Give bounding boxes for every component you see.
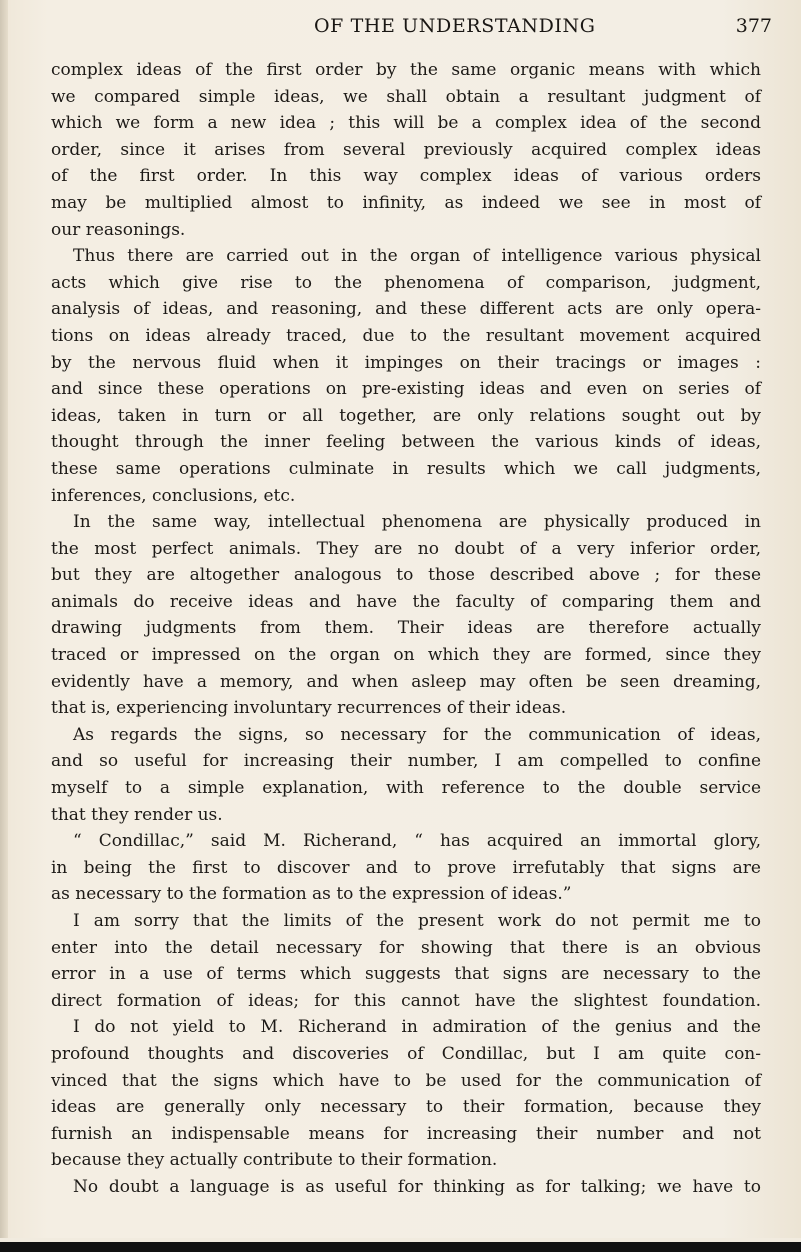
text-line: I am sorry that the limits of the present work do not permit me to bbox=[73, 911, 761, 931]
text-line: which we form a new idea ; this will be a complex idea of the second bbox=[51, 113, 761, 134]
text-line: these same operations culminate in results which we call judgments, bbox=[51, 458, 761, 479]
text-line: As regards the signs, so necessary for the communication of ideas, bbox=[73, 724, 761, 745]
page-number: 377 bbox=[735, 15, 772, 37]
page-gutter-edge bbox=[0, 0, 8, 1252]
text-line: ideas are generally only necessary to their formation, because they bbox=[51, 1097, 761, 1118]
text-line: but they are altogether analogous to those described above ; for these bbox=[51, 565, 761, 586]
text-line: and so useful for increasing their number, I am compelled to confine bbox=[51, 751, 761, 772]
text-line: we compared simple ideas, we shall obtain a resultant judgment of bbox=[51, 86, 761, 107]
text-line: direct formation of ideas; for this cannot have the slightest foundation. bbox=[51, 990, 761, 1011]
text-line: acts which give rise to the phenomena of comparison, judgment, bbox=[51, 272, 761, 293]
text-line: profound thoughts and discoveries of Condillac, but I am quite con- bbox=[51, 1043, 761, 1064]
text-line: furnish an indispensable means for increasing their number and not bbox=[51, 1123, 761, 1144]
text-line: the most perfect animals. They are no doubt of a very inferior order, bbox=[51, 538, 761, 559]
text-line: because they actually contribute to their formation. bbox=[51, 1150, 498, 1171]
text-line: that is, experiencing involuntary recurrences of their ideas. bbox=[51, 698, 567, 719]
text-line: enter into the detail necessary for showing that there is an obvious bbox=[51, 937, 761, 958]
text-line: “ Condillac,” said M. Richerand, “ has acquired an immortal glory, bbox=[73, 831, 761, 852]
text-line: error in a use of terms which suggests that signs are necessary to the bbox=[51, 964, 761, 985]
text-line: complex ideas of the first order by the same organic means with which bbox=[51, 60, 761, 80]
text-line: I do not yield to M. Richerand in admiration of the genius and the bbox=[73, 1017, 761, 1038]
text-line: that they render us. bbox=[51, 804, 223, 825]
text-line: analysis of ideas, and reasoning, and these different acts are only opera- bbox=[51, 299, 761, 320]
text-line: by the nervous fluid when it impinges on their tracings or images : bbox=[51, 352, 761, 373]
text-line: tions on ideas already traced, due to the resultant movement acquired bbox=[51, 325, 761, 346]
text-line: our reasonings. bbox=[51, 219, 186, 240]
text-line: traced or impressed on the organ on which they are formed, since they bbox=[51, 645, 761, 666]
text-line: evidently have a memory, and when asleep may often be seen dreaming, bbox=[51, 671, 761, 692]
text-line: animals do receive ideas and have the faculty of comparing them and bbox=[51, 591, 761, 612]
text-line: in being the first to discover and to prove irrefutably that signs are bbox=[51, 857, 761, 878]
text-line: vinced that the signs which have to be used for the communication of bbox=[51, 1070, 761, 1091]
text-line: may be multiplied almost to infinity, as indeed we see in most of bbox=[51, 192, 761, 213]
text-line: In the same way, intellectual phenomena are physically produced in bbox=[73, 512, 761, 533]
running-head bbox=[40, 15, 780, 49]
text-line: of the first order. In this way complex ideas of various orders bbox=[51, 166, 761, 187]
text-line: ideas, taken in turn or all together, are only relations sought out by bbox=[51, 405, 761, 426]
text-line: No doubt a language is as useful for thinking as for talking; we have to bbox=[73, 1176, 761, 1197]
text-line: as necessary to the formation as to the expression of ideas.” bbox=[51, 884, 572, 905]
scan-bottom-edge bbox=[0, 1238, 801, 1252]
text-line: and since these operations on pre-existing ideas and even on series of bbox=[51, 379, 761, 400]
text-line: inferences, conclusions, etc. bbox=[51, 485, 296, 506]
running-title: OF THE UNDERSTANDING bbox=[314, 15, 596, 37]
text-line: myself to a simple explanation, with reference to the double service bbox=[51, 778, 761, 799]
text-line: order, since it arises from several previously acquired complex ideas bbox=[51, 139, 761, 160]
text-line: Thus there are carried out in the organ of intelligence various physical bbox=[73, 246, 761, 267]
body-text bbox=[51, 57, 761, 1201]
text-line: thought through the inner feeling between the various kinds of ideas, bbox=[51, 432, 761, 453]
text-line: drawing judgments from them. Their ideas are therefore actually bbox=[51, 618, 761, 639]
